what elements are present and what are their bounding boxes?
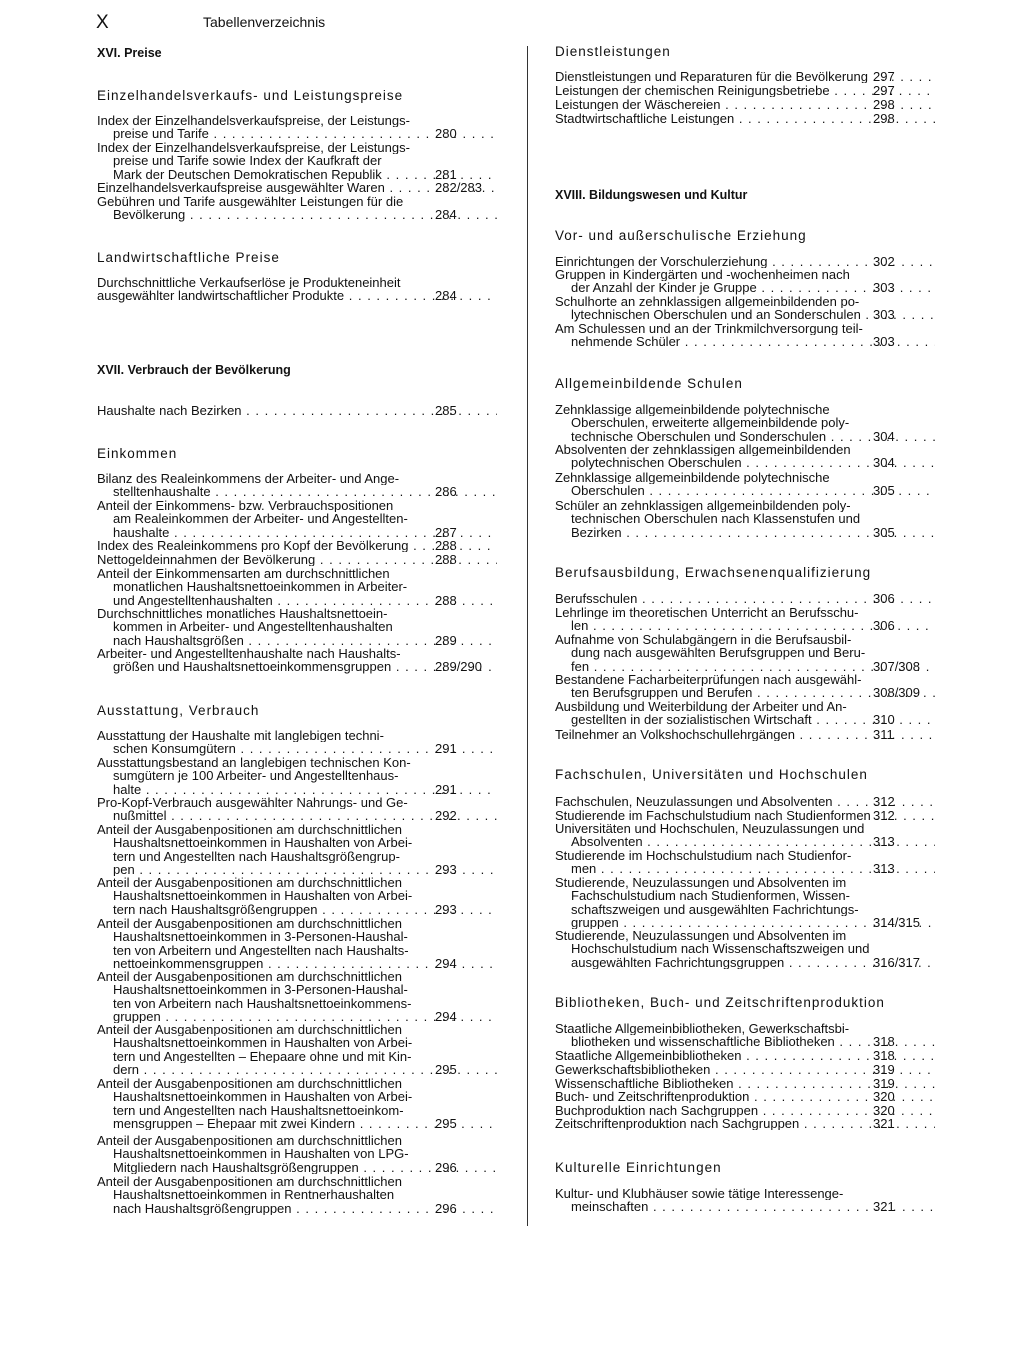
toc-entry: Buch- und Zeitschriftenproduktion . . . 320 <box>555 1090 935 1103</box>
toc-entry: Index der Einzelhandelsverkaufspreise, der Leistungs- preise und Tarife . . . 280 <box>97 114 497 141</box>
page-number: 313 <box>873 861 895 877</box>
page-number: 321 <box>873 1199 895 1215</box>
page-number: 303 <box>873 280 895 296</box>
page-number: 316/317 <box>873 954 920 970</box>
toc-entry: Anteil der Ausgabenpositionen am durchschnittlichen Haushaltsnettoeinkommen in Haushalten von Arbei- tern nach Haushaltsgrößengruppen . . . 293 <box>97 876 497 916</box>
toc-entry: Anteil der Ausgabenpositionen am durchschnittlichen Haushaltsnettoeinkommen in 3-Personen-Haushal- ten von Arbeitern und Angestellten nach Haushalts- nettoeinkommensgruppen . . . 294 <box>97 917 497 970</box>
page-number: 302 <box>873 254 895 269</box>
toc-entry: Studierende, Neuzulassungen und Absolventen im Hochschulstudium nach Wissenschaftszweigen und ausgewählten Fachrichtungsgruppen . . . 316/317 <box>555 929 935 969</box>
page-number: 298 <box>873 111 895 126</box>
toc-entry: Durchschnittliches monatliches Haushaltsnettoein- kommen in Arbeiter- und Angestelltenhaushalten nach Haushaltsgrößen . . . 289 <box>97 607 497 647</box>
page-number: 288 <box>435 552 457 567</box>
section-heading: Ausstattung, Verbrauch <box>97 703 260 718</box>
toc-entry: Fachschulen, Neuzulassungen und Absolventen . . . 312 <box>555 795 935 808</box>
toc-entry: Gruppen in Kindergärten und -wochenheimen nach der Anzahl der Kinder je Gruppe . . . 303 <box>555 268 935 295</box>
page-number: 289 <box>435 632 457 648</box>
page-number: 312 <box>873 808 895 823</box>
section-heading: Einkommen <box>97 446 178 461</box>
toc-entry: Teilnehmer an Volkshochschullehrgängen . . . 311 <box>555 728 935 741</box>
section-heading: Allgemeinbildende Schulen <box>555 376 743 391</box>
section-heading: Bibliotheken, Buch- und Zeitschriftenproduktion <box>555 995 885 1010</box>
page-number: 303 <box>873 334 895 350</box>
toc-entry: Berufsschulen . . . 306 <box>555 592 935 605</box>
toc-entry: Bilanz des Realeinkommens der Arbeiter- und Ange- stelltenhaushalte . . . 286 <box>97 472 497 499</box>
page-number: 306 <box>873 591 895 606</box>
page-number: 318 <box>873 1034 895 1050</box>
page-number: 296 <box>435 1159 457 1175</box>
page-number: 284 <box>435 288 457 304</box>
part-heading-xvi: XVI. Preise <box>97 46 162 60</box>
page-number: 294 <box>435 955 457 971</box>
section-heading: Kulturelle Einrichtungen <box>555 1160 722 1175</box>
page-number: 306 <box>873 618 895 634</box>
page-number: 287 <box>435 524 457 540</box>
page-number: 294 <box>435 1008 457 1024</box>
column-divider <box>527 46 528 1226</box>
toc-entry: Studierende, Neuzulassungen und Absolventen im Fachschulstudium nach Studienformen, Wissen- schaftszweigen und ausgewählten Fachrichtungs- gruppen . . . 314/315 <box>555 876 935 929</box>
toc-entry: Anteil der Ausgabenpositionen am durchschnittlichen Haushaltsnettoeinkommen in Haushalten von Arbei- tern und Angestellten nach Haushaltsgrößengrup- pen . . . 293 <box>97 823 497 876</box>
part-heading-xvii: XVII. Verbrauch der Bevölkerung <box>97 363 291 377</box>
toc-entry: Universitäten und Hochschulen, Neuzulassungen und Absolventen . . . 313 <box>555 822 935 849</box>
toc-entry: Staatliche Allgemeinbibliotheken . . . 318 <box>555 1049 935 1062</box>
page-number: 321 <box>873 1116 895 1131</box>
page-number: 291 <box>435 781 457 797</box>
page-number: 319 <box>873 1062 895 1077</box>
page-number: 288 <box>435 592 457 608</box>
toc-entry: Ausstattungsbestand an langlebigen technischen Kon- sumgütern je 100 Arbeiter- und Angestelltenhaus- halte . . . 291 <box>97 756 497 796</box>
toc-entry: Anteil der Ausgabenpositionen am durchschnittlichen Haushaltsnettoeinkommen in Haushalten von Arbei- tern und Angestellten nach Haushaltsnettoeinkom- mensgruppen – Ehepaar mit zwei Kindern . . . 295 <box>97 1077 497 1130</box>
toc-entry: Schulhorte an zehnklassigen allgemeinbildenden po- lytechnischen Oberschulen und an Sonderschulen . . . 303 <box>555 295 935 322</box>
toc-entry: Nettogeldeinnahmen der Bevölkerung . . . 288 <box>97 553 497 566</box>
toc-entry: Durchschnittliche Verkaufserlöse je Produkteneinheit ausgewählter landwirtschaftlicher Produkte . . . 284 <box>97 276 497 303</box>
toc-entry: Anteil der Einkommens- bzw. Verbrauchspositionen am Realeinkommen der Arbeiter- und Angestellten- haushalte . . . 287 <box>97 499 497 539</box>
page-number: 305 <box>873 524 895 540</box>
page-number: 295 <box>435 1115 457 1131</box>
section-heading: Dienstleistungen <box>555 44 671 59</box>
page-header-title: Tabellenverzeichnis <box>203 14 326 30</box>
toc-entry: Schüler an zehnklassigen allgemeinbildenden poly- technischen Oberschulen nach Klassenstufen und Bezirken . . . 305 <box>555 499 935 539</box>
toc-entry: Zehnklassige allgemeinbildende polytechnische Oberschulen, erweiterte allgemeinbildende poly- technische Oberschulen und Sonderschulen . . . 304 <box>555 403 935 443</box>
toc-entry: Gewerkschaftsbibliotheken . . . 319 <box>555 1063 935 1076</box>
page-number: 320 <box>873 1089 895 1104</box>
toc-entry: Ausbildung und Weiterbildung der Arbeiter und An- gestellten in der sozialistischen Wirtschaft . . . 310 <box>555 700 935 727</box>
page-number: 318 <box>873 1048 895 1063</box>
toc-entry: Haushalte nach Bezirken . . . 285 <box>97 404 497 417</box>
section-heading: Berufsausbildung, Erwachsenenqualifizierung <box>555 565 872 580</box>
page-number: 281 <box>435 166 457 182</box>
toc-entry: Stadtwirtschaftliche Leistungen . . . 298 <box>555 112 935 125</box>
page-number: 313 <box>873 834 895 850</box>
toc-entry: Leistungen der chemischen Reinigungsbetriebe . . . 297 <box>555 84 935 97</box>
page-number: 310 <box>873 712 895 728</box>
toc-entry: Buchproduktion nach Sachgruppen . . . 320 <box>555 1104 935 1117</box>
section-heading: Einzelhandelsverkaufs- und Leistungspreise <box>97 88 404 103</box>
toc-entry: Zeitschriftenproduktion nach Sachgruppen . . . 321 <box>555 1117 935 1130</box>
page-number: 289/290 <box>435 659 482 675</box>
toc-entry: Absolventen der zehnklassigen allgemeinbildenden polytechnischen Oberschulen . . . 304 <box>555 443 935 470</box>
toc-entry: Anteil der Ausgabenpositionen am durchschnittlichen Haushaltsnettoeinkommen in Rentnerhaushalten nach Haushaltsgrößengruppen . . . 296 <box>97 1175 497 1215</box>
toc-entry: Am Schulessen und an der Trinkmilchversorgung teil- nehmende Schüler . . . 303 <box>555 322 935 349</box>
part-heading-xviii: XVIII. Bildungswesen und Kultur <box>555 188 748 202</box>
toc-entry: Studierende im Fachschulstudium nach Studienformen . . . 312 <box>555 809 935 822</box>
toc-entry: Zehnklassige allgemeinbildende polytechnische Oberschulen . . . 305 <box>555 471 935 498</box>
toc-entry: Anteil der Ausgabenpositionen am durchschnittlichen Haushaltsnettoeinkommen in Haushalten von Arbei- tern und Angestellten – Ehepaare ohne und mit Kin- dern . . . 295 <box>97 1023 497 1076</box>
page-number: 314/315 <box>873 914 920 930</box>
toc-entry: Index des Realeinkommens pro Kopf der Bevölkerung . . . 288 <box>97 539 497 552</box>
page-number: 311 <box>873 727 894 742</box>
page-number: 286 <box>435 484 457 500</box>
page-number: 297 <box>873 69 895 84</box>
page-number: 320 <box>873 1103 895 1118</box>
toc-entry: Pro-Kopf-Verbrauch ausgewählter Nahrungs- und Ge- nußmittel . . . 292 <box>97 796 497 823</box>
page-number: 312 <box>873 794 895 809</box>
toc-entry: Lehrlinge im theoretischen Unterricht an Berufsschu- len . . . 306 <box>555 606 935 633</box>
page-number: 292 <box>435 808 457 824</box>
page-number: 304 <box>873 428 895 444</box>
page-number: 305 <box>873 483 895 499</box>
toc-entry: Studierende im Hochschulstudium nach Studienfor- men . . . 313 <box>555 849 935 876</box>
toc-entry: Gebühren und Tarife ausgewählter Leistungen für die Bevölkerung . . . 284 <box>97 195 497 222</box>
page-number: 296 <box>435 1200 457 1216</box>
page-number: 303 <box>873 307 895 323</box>
toc-entry: Anteil der Ausgabenpositionen am durchschnittlichen Haushaltsnettoeinkommen in Haushalten von LPG- Mitgliedern nach Haushaltsgrößengruppen . . . 296 <box>97 1134 497 1174</box>
page-number: 295 <box>435 1061 457 1077</box>
page-number: 304 <box>873 455 895 471</box>
page-number: 282/283 <box>435 180 482 195</box>
page-number: 297 <box>873 83 895 98</box>
toc-entry: Einzelhandelsverkaufspreise ausgewählter Waren . . . 282/283 <box>97 181 497 194</box>
page-number: 319 <box>873 1076 895 1091</box>
toc-entry: Anteil der Ausgabenpositionen am durchschnittlichen Haushaltsnettoeinkommen in 3-Personen-Haushal- ten von Arbeitern nach Haushaltsnettoeinkommens- gruppen . . . 294 <box>97 970 497 1023</box>
toc-entry: Staatliche Allgemeinbibliotheken, Gewerkschaftsbi- bliotheken und wissenschaftliche Bibliotheken . . . 318 <box>555 1022 935 1049</box>
toc-entry: Wissenschaftliche Bibliotheken . . . 319 <box>555 1077 935 1090</box>
page-number: 293 <box>435 901 457 917</box>
toc-entry: Dienstleistungen und Reparaturen für die Bevölkerung . . . 297 <box>555 70 935 83</box>
toc-entry: Bestandene Facharbeiterprüfungen nach ausgewähl- ten Berufsgruppen und Berufen . . . 308/309 <box>555 673 935 700</box>
page-number: 285 <box>435 403 457 418</box>
toc-entry: Anteil der Einkommensarten am durchschnittlichen monatlichen Haushaltsnettoeinkommen in Arbeiter- und Angestelltenhaushalten . . . 288 <box>97 567 497 607</box>
page-number: 291 <box>435 741 457 757</box>
page-number: 288 <box>435 538 457 553</box>
page-number: 284 <box>435 207 457 223</box>
page-number: 307/308 <box>873 658 920 674</box>
section-heading: Landwirtschaftliche Preise <box>97 250 280 265</box>
toc-entry: Einrichtungen der Vorschulerziehung . . . 302 <box>555 255 935 268</box>
page-number: 308/309 <box>873 685 920 701</box>
toc-entry: Leistungen der Wäschereien . . . 298 <box>555 98 935 111</box>
page-number: 298 <box>873 97 895 112</box>
page-numeral: X <box>96 12 109 33</box>
toc-entry: Ausstattung der Haushalte mit langlebigen techni- schen Konsumgütern . . . 291 <box>97 729 497 756</box>
toc-entry: Index der Einzelhandelsverkaufspreise, der Leistungs- preise und Tarife sowie Index der Kaufkraft der Mark der Deutschen Demokratischen Republik . . . 281 <box>97 141 497 181</box>
toc-entry: Kultur- und Klubhäuser sowie tätige Interessenge- meinschaften . . . 321 <box>555 1187 935 1214</box>
page-number: 293 <box>435 861 457 877</box>
toc-entry: Aufnahme von Schulabgängern in die Berufsausbil- dung nach ausgewählten Berufsgruppen und Beru- fen . . . 307/308 <box>555 633 935 673</box>
section-heading: Fachschulen, Universitäten und Hochschulen <box>555 767 868 782</box>
page-number: 280 <box>435 126 457 142</box>
toc-entry: Arbeiter- und Angestelltenhaushalte nach Haushalts- größen und Haushaltsnettoeinkommensgruppen . . . 289/290 <box>97 647 497 674</box>
section-heading: Vor- und außerschulische Erziehung <box>555 228 807 243</box>
